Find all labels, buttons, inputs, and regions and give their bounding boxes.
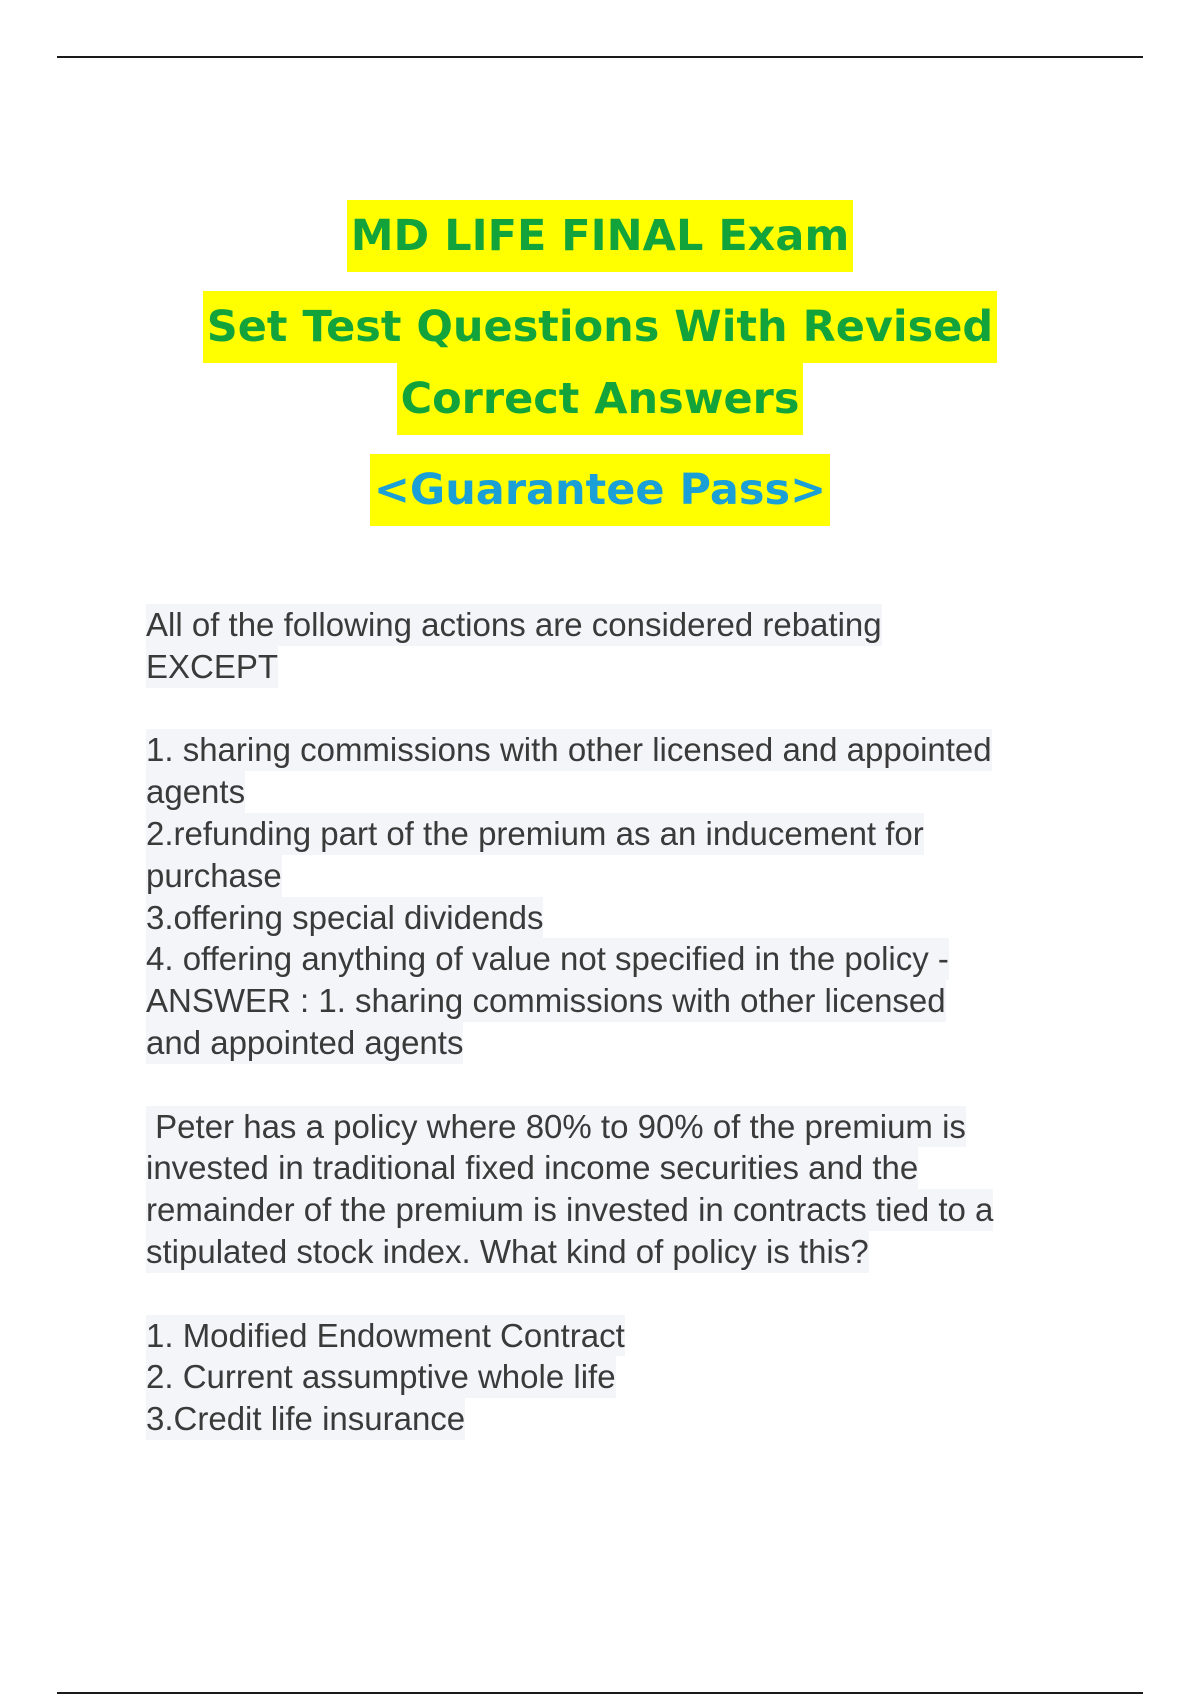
title-line-2: Set Test Questions With Revised [203, 291, 997, 363]
top-rule [57, 56, 1143, 58]
question-2-stem [146, 1106, 1096, 1273]
text-line: 3.Credit life insurance [146, 1398, 465, 1440]
text-line: EXCEPT [146, 646, 278, 688]
text-line: 2.refunding part of the premium as an inducement for [146, 813, 924, 855]
text-line: and appointed agents [146, 1022, 463, 1064]
text-line: ANSWER : 1. sharing commissions with other licensed [146, 980, 946, 1022]
title-line-4: <Guarantee Pass> [370, 454, 830, 526]
question-2-options [146, 1315, 1096, 1440]
document-title [0, 200, 1200, 526]
question-1-stem [146, 604, 1096, 688]
text-line: All of the following actions are considered rebating [146, 604, 882, 646]
question-1-options [146, 729, 1096, 1063]
title-line-3: Correct Answers [397, 363, 804, 435]
text-line: Peter has a policy where 80% to 90% of the premium is [146, 1106, 966, 1148]
question-content [146, 604, 1096, 1440]
bottom-rule [57, 1692, 1143, 1694]
text-line: 1. sharing commissions with other licensed and appointed [146, 729, 992, 771]
text-line: 1. Modified Endowment Contract [146, 1315, 625, 1357]
text-line: agents [146, 771, 245, 813]
text-line: remainder of the premium is invested in contracts tied to a [146, 1189, 993, 1231]
title-line-1: MD LIFE FINAL Exam [347, 200, 854, 272]
text-line: 3.offering special dividends [146, 897, 543, 939]
text-line: 2. Current assumptive whole life [146, 1356, 616, 1398]
text-line: stipulated stock index. What kind of policy is this? [146, 1231, 869, 1273]
text-line: invested in traditional fixed income securities and the [146, 1147, 918, 1189]
text-line: 4. offering anything of value not specified in the policy - [146, 938, 949, 980]
text-line: purchase [146, 855, 282, 897]
